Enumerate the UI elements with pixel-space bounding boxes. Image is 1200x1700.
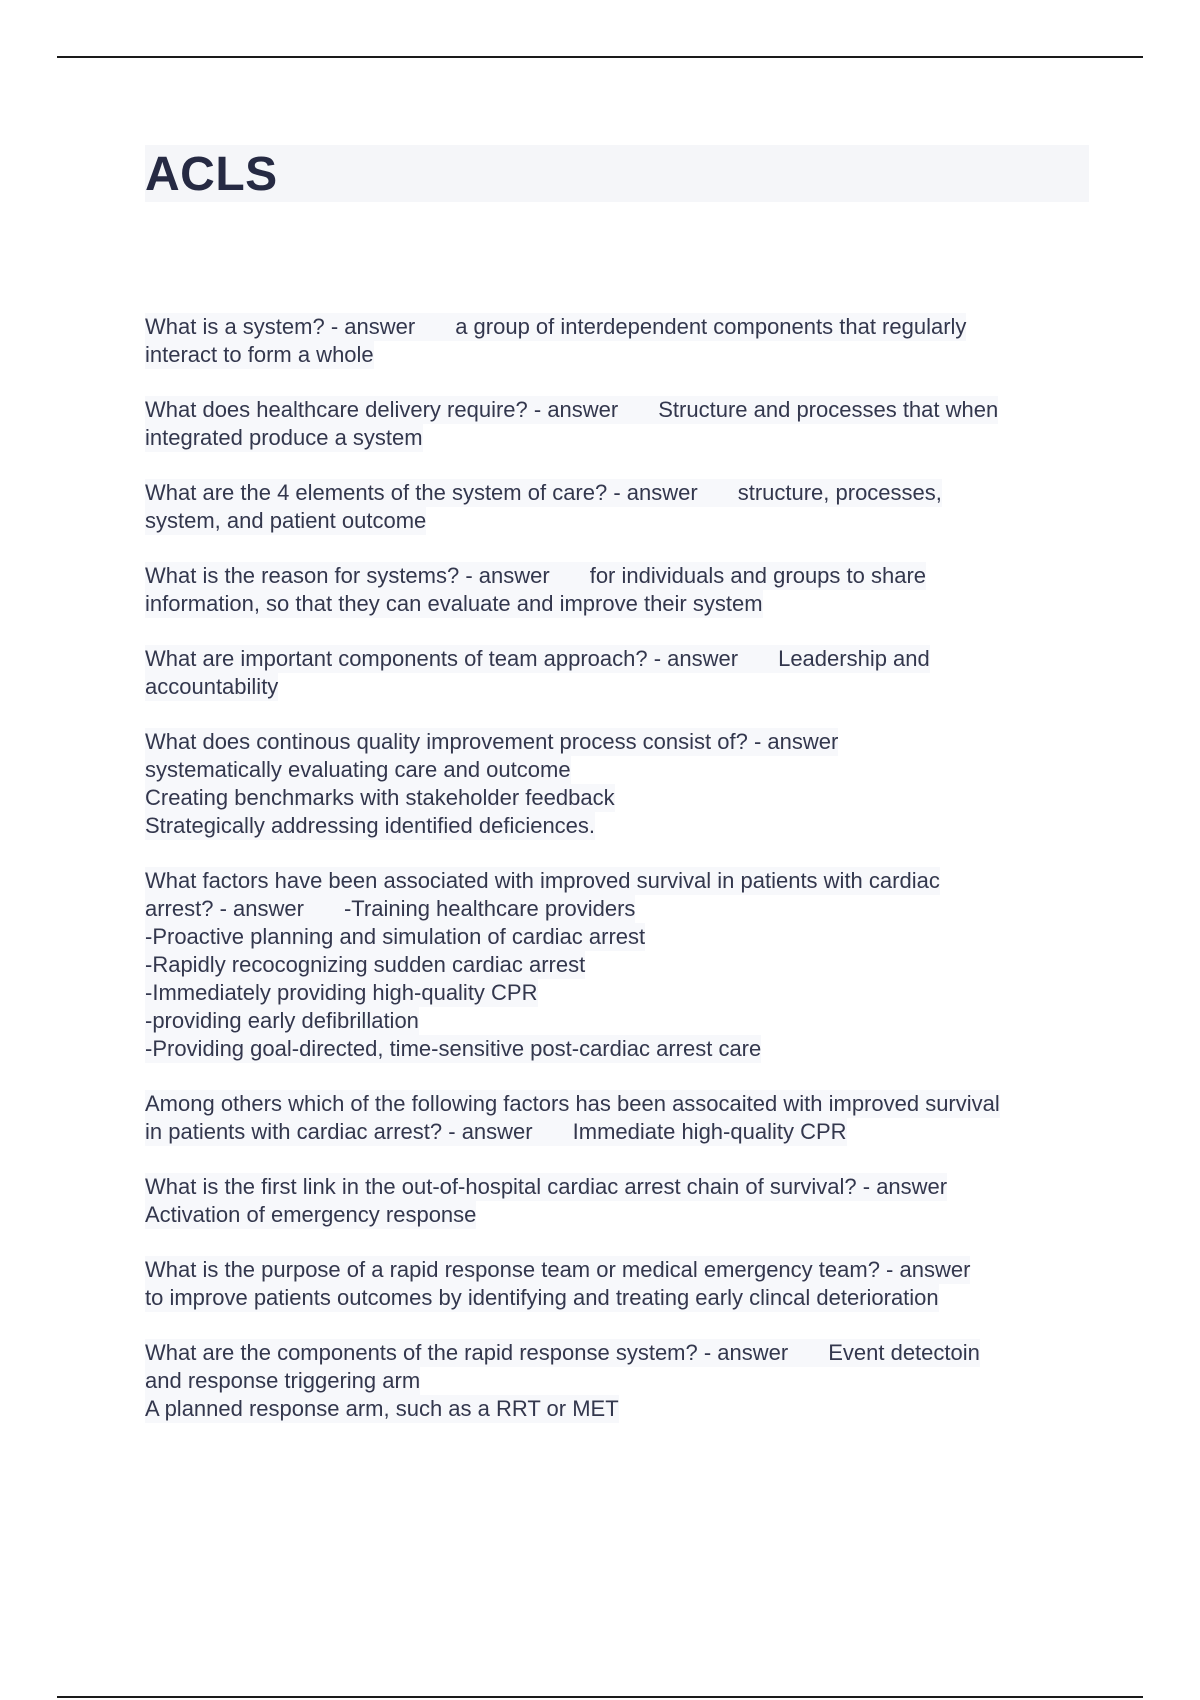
answer-text: Structure and processes that when: [658, 397, 999, 422]
question-text: arrest? - answer: [145, 896, 304, 921]
line-text: interact to form a whole: [145, 342, 374, 367]
line-text: Among others which of the following factors has been assocaited with improved survival: [145, 1091, 1000, 1116]
qa-line: [145, 1284, 939, 1312]
bottom-rule: [57, 1696, 1143, 1698]
qa-list: [145, 313, 1095, 1450]
line-text: -providing early defibrillation: [145, 1008, 419, 1033]
qa-line: [145, 951, 585, 979]
line-text: What is the purpose of a rapid response team or medical emergency team? - answer: [145, 1257, 971, 1282]
line-text: Creating benchmarks with stakeholder feedback: [145, 785, 615, 810]
question-text: What is the reason for systems? - answer: [145, 563, 550, 588]
qa-line: [145, 1118, 847, 1146]
qa-line: [145, 341, 374, 369]
line-text: A planned response arm, such as a RRT or MET: [145, 1396, 619, 1421]
line-text: -Providing goal-directed, time-sensitive post-cardiac arrest care: [145, 1036, 762, 1061]
answer-text: Leadership and: [778, 646, 930, 671]
qa-item: [145, 479, 1095, 535]
qa-line: [145, 1201, 476, 1229]
line-text: integrated produce a system: [145, 425, 423, 450]
qa-item: [145, 1256, 1095, 1312]
qa-item: [145, 1090, 1095, 1146]
qa-line: [145, 1367, 420, 1395]
qa-item: [145, 313, 1095, 369]
answer-text: for individuals and groups to share: [589, 563, 927, 588]
qa-line: [145, 979, 538, 1007]
line-text: information, so that they can evaluate and improve their system: [145, 591, 763, 616]
qa-item: [145, 396, 1095, 452]
question-text: What is a system? - answer: [145, 314, 416, 339]
qa-item: [145, 867, 1095, 1063]
line-text: Activation of emergency response: [145, 1202, 477, 1227]
qa-item: [145, 645, 1095, 701]
top-rule: [57, 56, 1143, 58]
qa-line: [145, 867, 940, 895]
answer-text: -Training healthcare providers: [343, 896, 636, 921]
qa-line: [145, 1090, 1000, 1118]
answer-text: a group of interdependent components that regularly: [455, 314, 967, 339]
qa-line: [145, 673, 278, 701]
qa-line: [145, 1173, 947, 1201]
line-text: -Immediately providing high-quality CPR: [145, 980, 538, 1005]
qa-item: [145, 1339, 1095, 1423]
line-text: system, and patient outcome: [145, 508, 427, 533]
qa-item: [145, 1173, 1095, 1229]
qa-line: [145, 1395, 619, 1423]
document-title: ACLS: [145, 148, 278, 201]
line-text: Strategically addressing identified deficiences.: [145, 813, 596, 838]
line-text: systematically evaluating care and outcome: [145, 757, 571, 782]
qa-line: [145, 313, 966, 341]
line-text: -Rapidly recocognizing sudden cardiac arrest: [145, 952, 586, 977]
line-text: to improve patients outcomes by identifying and treating early clincal deterioration: [145, 1285, 939, 1310]
qa-line: [145, 396, 998, 424]
line-text: and response triggering arm: [145, 1368, 421, 1393]
qa-line: [145, 590, 763, 618]
question-text: What are the components of the rapid response system? - answer: [145, 1340, 789, 1365]
question-text: in patients with cardiac arrest? - answer: [145, 1119, 533, 1144]
qa-line: [145, 923, 645, 951]
qa-line: [145, 895, 635, 923]
question-text: What does healthcare delivery require? - answer: [145, 397, 619, 422]
qa-line: [145, 1035, 761, 1063]
answer-text: Immediate high-quality CPR: [572, 1119, 847, 1144]
answer-text: structure, processes,: [737, 480, 942, 505]
line-text: What is the first link in the out-of-hospital cardiac arrest chain of survival? - answer: [145, 1174, 948, 1199]
qa-line: [145, 562, 926, 590]
line-text: -Proactive planning and simulation of cardiac arrest: [145, 924, 646, 949]
qa-line: [145, 424, 423, 452]
qa-line: [145, 479, 942, 507]
qa-item: [145, 562, 1095, 618]
qa-line: [145, 756, 571, 784]
qa-line: [145, 1007, 419, 1035]
qa-line: [145, 1256, 970, 1284]
line-text: What does continous quality improvement process consist of? - answer: [145, 729, 839, 754]
qa-line: [145, 812, 595, 840]
question-text: What are important components of team approach? - answer: [145, 646, 739, 671]
question-text: What are the 4 elements of the system of care? - answer: [145, 480, 698, 505]
qa-line: [145, 784, 615, 812]
line-text: accountability: [145, 674, 279, 699]
qa-item: [145, 728, 1095, 840]
qa-line: [145, 728, 838, 756]
line-text: What factors have been associated with improved survival in patients with cardiac: [145, 868, 940, 893]
title-block: [145, 145, 1089, 202]
qa-line: [145, 1339, 980, 1367]
qa-line: [145, 645, 930, 673]
answer-text: Event detectoin: [828, 1340, 980, 1365]
qa-line: [145, 507, 426, 535]
